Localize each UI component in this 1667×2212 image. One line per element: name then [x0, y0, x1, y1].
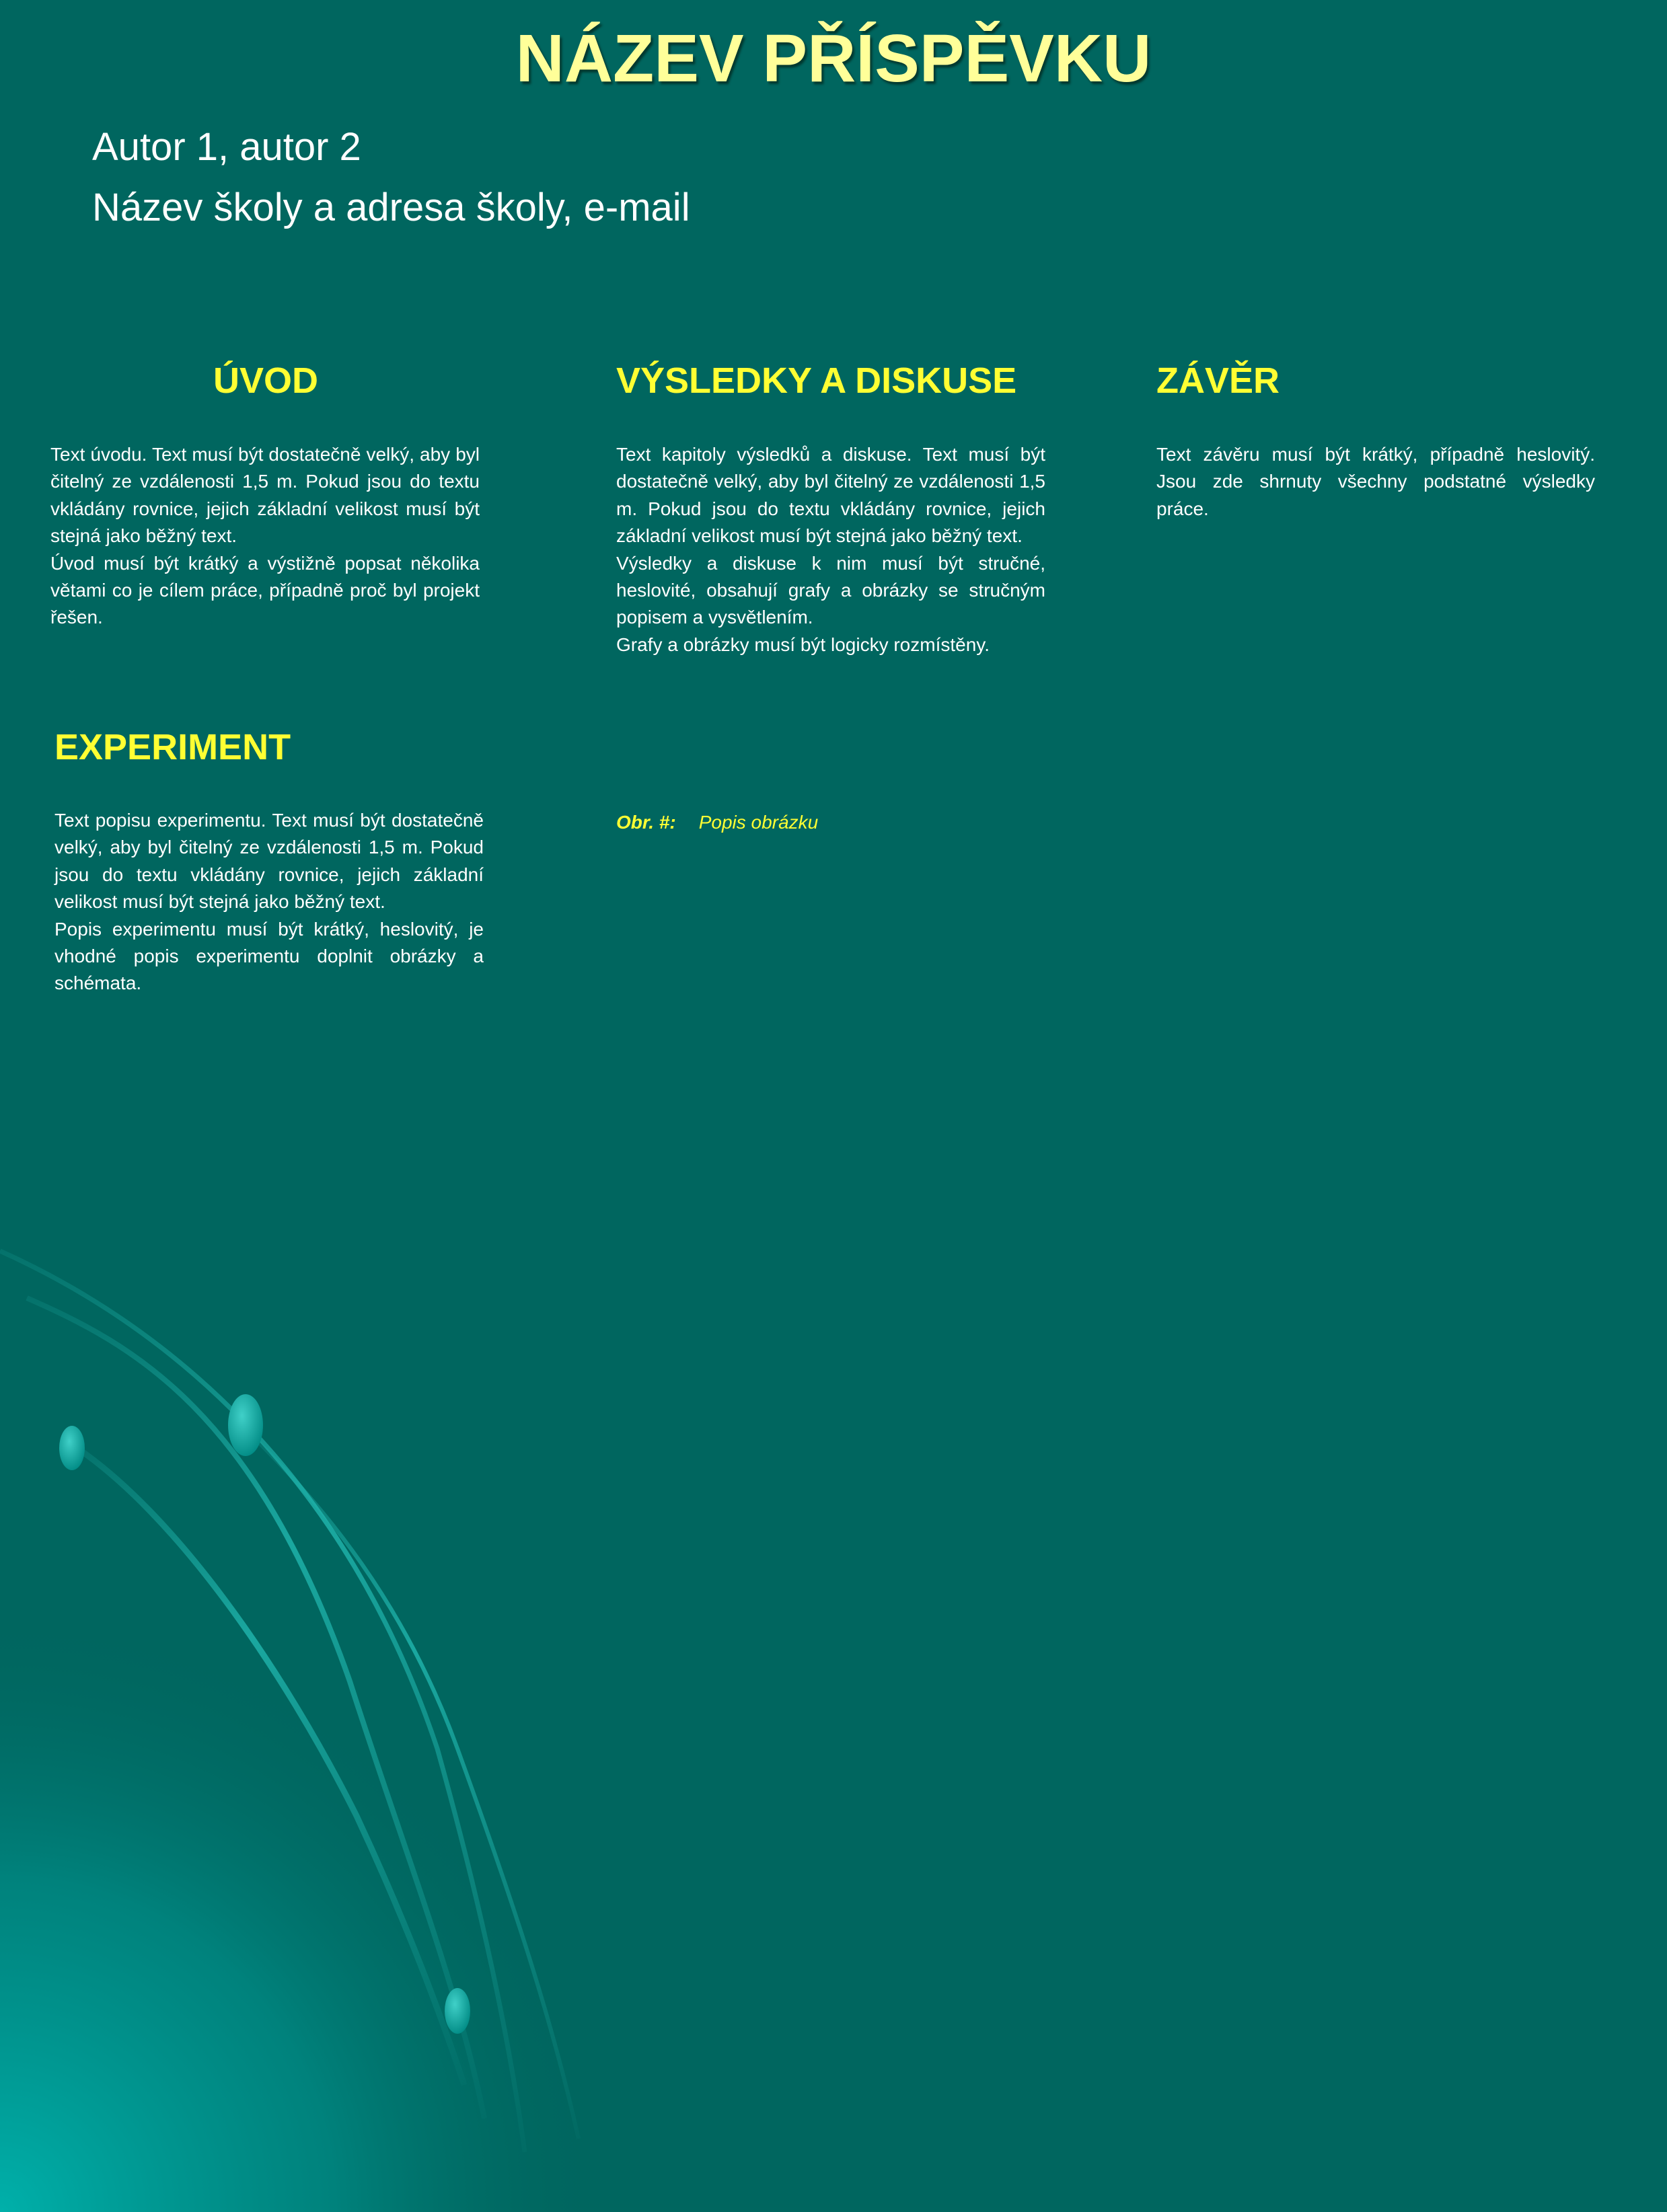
intro-paragraph: Text úvodu. Text musí být dostatečně velký, aby byl čitelný ze vzdálenosti 1,5 m. Pokud jsou do textu vkládány rovnice, jejich základní velikost musí být stejná jako běžný text. — [50, 444, 480, 547]
conclusion-heading: ZÁVĚR — [1156, 360, 1280, 401]
experiment-text — [54, 807, 484, 997]
authors: Autor 1, autor 2 — [92, 125, 361, 169]
school-address: Název školy a adresa školy, e-mail — [92, 186, 690, 229]
poster-title: NÁZEV PŘÍSPĚVKU — [515, 21, 1152, 96]
decor-bead-2 — [228, 1394, 263, 1456]
results-paragraph: Grafy a obrázky musí být logicky rozmístěny. — [616, 634, 990, 655]
figure-caption-text: Popis obrázku — [698, 812, 819, 833]
experiment-paragraph: Text popisu experimentu. Text musí být dostatečně velký, aby byl čitelný ze vzdálenosti 1,5 m. Pokud jsou do textu vkládány rovnice, jejich základní velikost musí být stejná jako běžný text. — [54, 810, 484, 913]
decor-bead-1 — [59, 1426, 85, 1470]
figure-caption — [616, 812, 818, 833]
figure-label: Obr. #: — [616, 812, 676, 833]
conclusion-text — [1156, 441, 1595, 523]
results-paragraph: Text kapitoly výsledků a diskuse. Text musí být dostatečně velký, aby byl čitelný ze vzdálenosti 1,5 m. Pokud jsou do textu vkládány rovnice, jejich základní velikost musí být stejná jako běžný text. — [616, 444, 1045, 547]
results-text — [616, 441, 1045, 658]
results-heading: VÝSLEDKY A DISKUSE — [616, 360, 1017, 401]
decor-bead-3 — [445, 1988, 470, 2034]
intro-text — [50, 441, 480, 632]
conclusion-paragraph: Text závěru musí být krátký, případně heslovitý. Jsou zde shrnuty všechny podstatné výsledky práce. — [1156, 444, 1595, 519]
intro-heading: ÚVOD — [213, 360, 318, 401]
experiment-paragraph: Popis experimentu musí být krátký, heslovitý, je vhodné popis experimentu doplnit obrázky a schémata. — [54, 918, 484, 994]
experiment-heading: EXPERIMENT — [54, 727, 291, 767]
results-paragraph: Výsledky a diskuse k nim musí být stručné, heslovité, obsahují grafy a obrázky se stručným popisem a vysvětlením. — [616, 552, 1045, 628]
intro-paragraph: Úvod musí být krátký a výstižně popsat několika větami co je cílem práce, případně proč byl projekt řešen. — [50, 552, 480, 628]
